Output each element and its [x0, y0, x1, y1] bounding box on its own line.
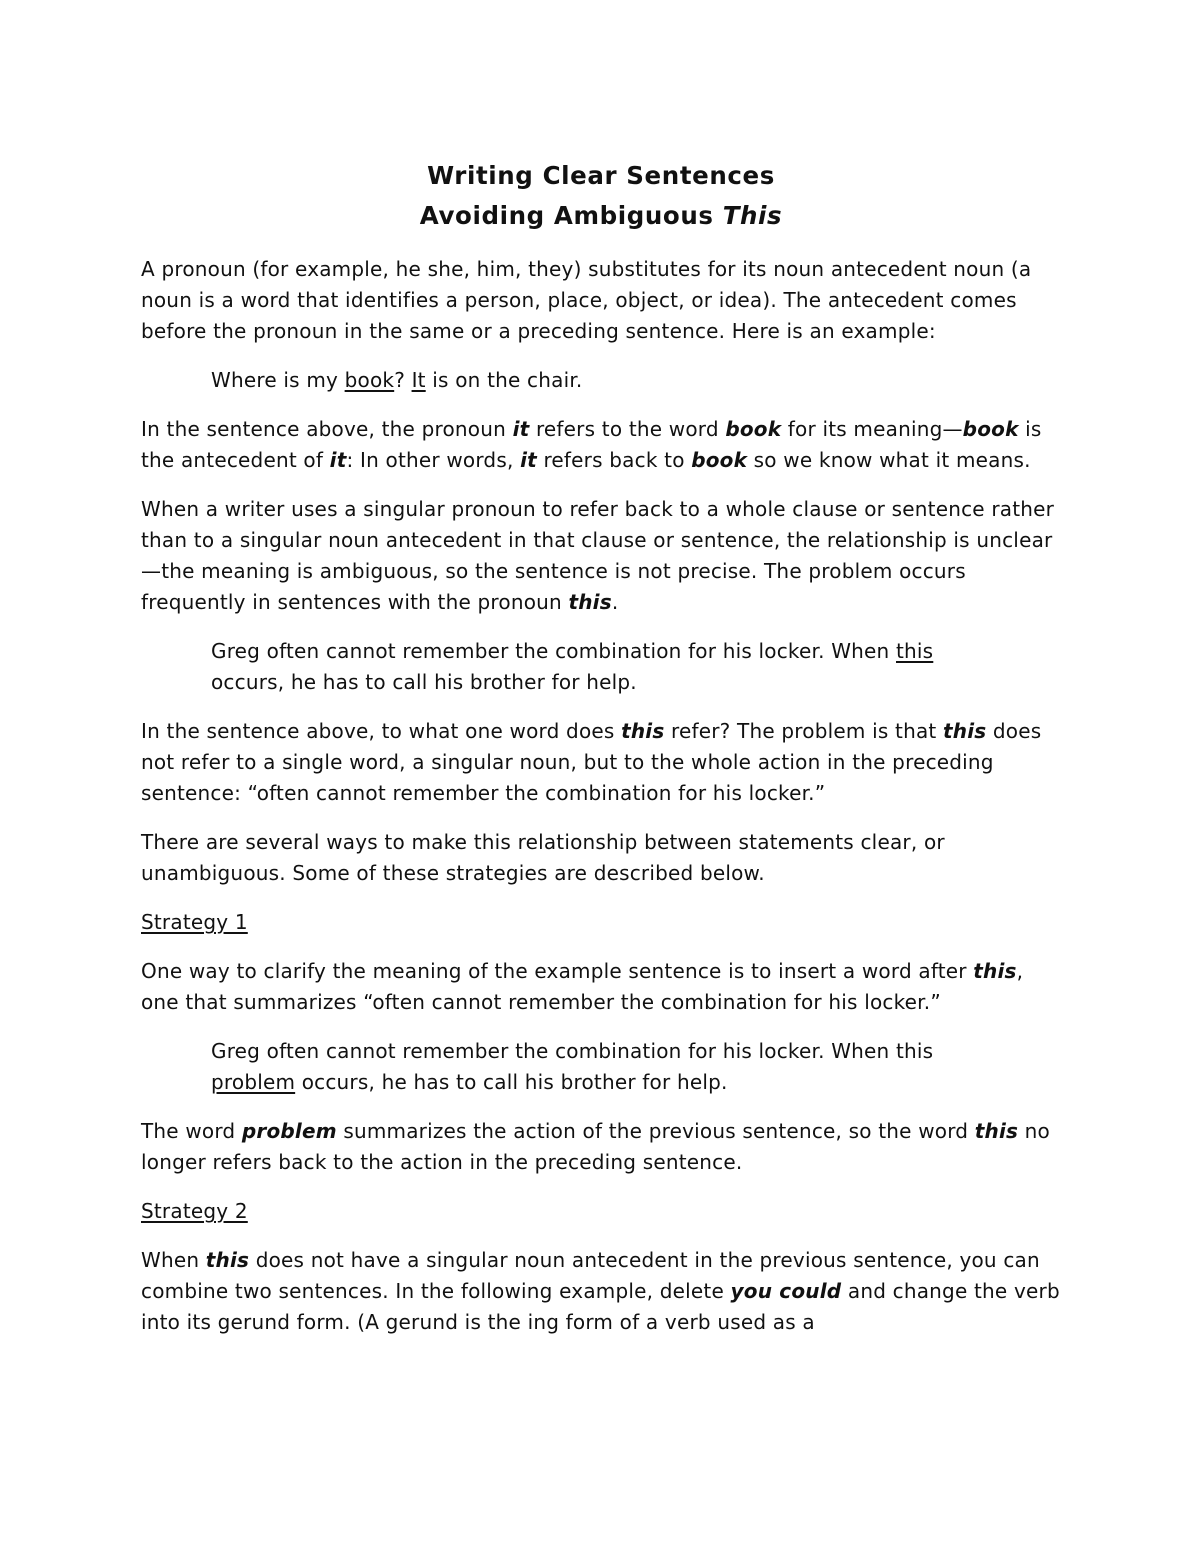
intro-paragraph: A pronoun (for example, he she, him, they) substitutes for its noun antecedent noun (a noun is a word that identifies a person, place, object, or idea). The antecedent comes before the pronoun in the same or a preceding sentence. Here is an example: — [141, 257, 1032, 343]
underlined-word: It — [411, 368, 426, 392]
example-sentence-1: Where is my book? It is on the chair. — [211, 368, 583, 392]
strategy-2-heading: Strategy 2 — [141, 1199, 248, 1223]
strategy-1-heading: Strategy 1 — [141, 910, 248, 934]
strategy-1-paragraph: One way to clarify the meaning of the example sentence is to insert a word after this, one that summarizes “often cannot remember the combination for his locker.” — [141, 959, 1024, 1014]
underlined-word: book — [344, 368, 395, 392]
strategy-1-explanation: The word problem summarizes the action of the previous sentence, so the word this no longer refers back to the action in the preceding sentence. — [141, 1119, 1050, 1174]
example-sentence-2: Greg often cannot remember the combination for his locker. When this occurs, he has to call his brother for help. — [211, 639, 934, 694]
underlined-word: problem — [211, 1070, 296, 1094]
example-sentence-3: Greg often cannot remember the combination for his locker. When this problem occurs, he has to call his brother for help. — [211, 1039, 934, 1094]
document-body — [141, 156, 1061, 1356]
underlined-word: this — [896, 639, 934, 663]
strategies-intro-paragraph: There are several ways to make this relationship between statements clear, or unambiguous. Some of these strategies are described below. — [141, 830, 945, 885]
explanation-paragraph-1: In the sentence above, the pronoun it refers to the word book for its meaning—book is the antecedent of it: In other words, it refers back to book so we know what it means. — [141, 417, 1042, 472]
document-subtitle: Avoiding Ambiguous This — [419, 201, 783, 230]
subtitle-emphasis: This — [722, 201, 783, 230]
document-title: Writing Clear Sentences — [427, 161, 775, 190]
analysis-paragraph: In the sentence above, to what one word does this refer? The problem is that this does not refer to a single word, a singular noun, but to the whole action in the preceding sentence: “often cannot remember the combination for his locker.” — [141, 719, 1042, 805]
strategy-2-paragraph: When this does not have a singular noun antecedent in the previous sentence, you can combine two sentences. In the following example, delete you could and change the verb into its gerund form. (A gerund is the ing form of a verb used as a — [141, 1248, 1060, 1334]
problem-paragraph: When a writer uses a singular pronoun to refer back to a whole clause or sentence rather than to a singular noun antecedent in that clause or sentence, the relationship is unclear—the meaning is ambiguous, so the sentence is not precise. The problem occurs frequently in sentences with the pronoun this. — [141, 497, 1055, 614]
